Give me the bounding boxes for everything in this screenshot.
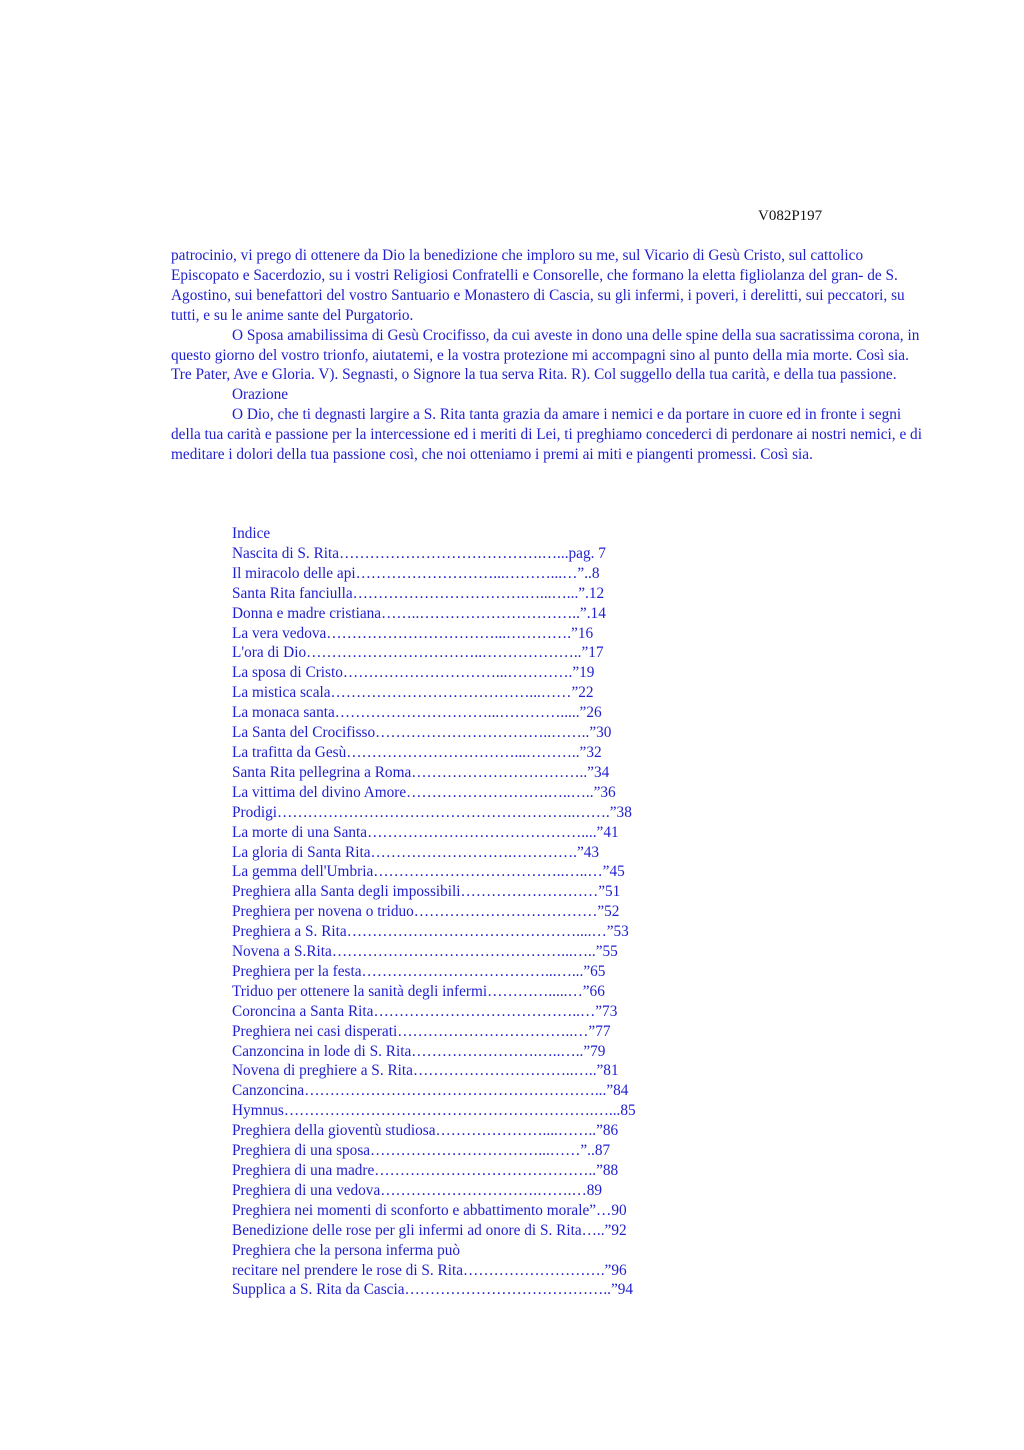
toc-entry: Supplica a S. Rita da Cascia…………………………………..”94 (232, 1281, 634, 1299)
toc-entry: Prodigi…………………………………………………..…….”38 (232, 803, 632, 821)
toc-entry: Preghiera che la persona inferma può (232, 1241, 461, 1259)
toc-entry: Preghiera della gioventù studiosa…………………....……..”86 (232, 1122, 619, 1140)
toc-entry: Triduo per ottenere la sanità degli infermi………….....…”66 (232, 982, 605, 1000)
toc-entry: Coroncina a Santa Rita…………………………………..…”73 (232, 1002, 618, 1020)
toc-entry: La Santa del Crocifisso……………………………..……..”30 (232, 724, 612, 742)
toc-entry: Preghiera per la festa………………………………...…...”65 (232, 962, 606, 980)
toc-entry: Benedizione delle rose per gli infermi ad onore di S. Rita…..”92 (232, 1221, 627, 1239)
toc-entry: La trafitta da Gesù……………………………...………..”32 (232, 743, 602, 761)
toc-entry: Preghiera per novena o triduo………………………………”52 (232, 903, 620, 921)
toc-entry: La sposa di Cristo…………………………...………….”19 (232, 664, 595, 682)
toc-entry: La vera vedova……………………………...………….”16 (232, 624, 594, 642)
toc-title: Indice (232, 525, 271, 542)
toc-entry: La gemma dell'Umbria………………………………..…..…”45 (232, 863, 625, 881)
toc-entry: Canzoncina in lode di S. Rita…………………….…..…..”79 (232, 1042, 606, 1060)
toc-entry: Preghiera di una madre……………………………………..”88 (232, 1162, 619, 1179)
toc-entry: La vittima del divino Amore……………………….…..…..”36 (232, 783, 616, 801)
toc-entry: La monaca santa…………………………...………….....”26 (232, 704, 602, 722)
section-heading-orazione: Orazione (232, 386, 289, 404)
table-of-contents (232, 524, 792, 1300)
toc-entry: Nascita di S. Rita………………………………….…...pag. 7 (232, 544, 606, 562)
toc-entry: La morte di una Santa……………………………………....”41 (232, 823, 619, 841)
toc-entry: Santa Rita fanciulla…………………………….…...…...”.12 (232, 584, 605, 602)
page-identifier: V082P197 (758, 208, 823, 224)
toc-entry: Donna e madre cristiana……..…………………………..”.14 (232, 604, 606, 622)
toc-entry: Preghiera di una sposa……………………………...……”..87 (232, 1142, 611, 1160)
paragraph: O Sposa amabilissima di Gesù Crocifisso, da cui aveste in dono una delle spine della sua sacratissima corona, in questo giorno del vostro trionfo, aiutatemi, e la vostra protezione mi accompagni sino al punto della mia morte. Così sia. Tre Pater, Ave e Gloria. V). Segnasti, o Signore la tua serva Rita. R). Col suggello della tua carità, e della tua passione. (171, 326, 920, 384)
toc-entry: La gloria di Santa Rita……………………….………….”43 (232, 843, 600, 861)
toc-entry: Il miracolo delle api………………………...………...…”..8 (232, 564, 600, 582)
toc-entry: Preghiera a S. Rita………………………………………....…”53 (232, 923, 629, 941)
toc-entry: Novena di preghiere a S. Rita…………………………..…..”81 (232, 1062, 619, 1080)
toc-entry: Preghiera alla Santa degli impossibili………………………”51 (232, 883, 621, 901)
toc-entry: Preghiera di una vedova………………………….…….…89 (232, 1181, 603, 1199)
body-text (171, 246, 931, 465)
toc-entry: Hymnus…………………………………………………….…...85 (232, 1102, 636, 1120)
toc-entry: recitare nel prendere le rose di S. Rita……………………….”96 (232, 1261, 627, 1279)
toc-entry: Novena a S.Rita………………………………………...…..”55 (232, 943, 618, 961)
toc-entry: Preghiera nei momenti di sconforto e abbattimento morale”…90 (232, 1201, 627, 1219)
toc-entry: Preghiera nei casi disperati……………………………..…”77 (232, 1022, 611, 1040)
paragraph: patrocinio, vi prego di ottenere da Dio la benedizione che imploro su me, sul Vicario di Gesù Cristo, sul cattolico Episcopato e Sacerdozio, su i vostri Religiosi Confratelli e Consorelle, che formano la eletta figliolanza del gran- de S. Agostino, sui benefattori del vostro Santuario e Monastero di Cascia, su gli infermi, i poveri, i derelitti, sui peccatori, su tutti, e su le anime sante del Purgatorio. (171, 247, 905, 324)
toc-entry: Santa Rita pellegrina a Roma……………………………..”34 (232, 763, 610, 781)
toc-entry: La mistica scala…………………………………...……”22 (232, 684, 594, 702)
toc-entry: L'ora di Dio……………………………..………………..”17 (232, 644, 604, 662)
toc-entry: Canzoncina…………………………………………………...”84 (232, 1082, 629, 1100)
paragraph: O Dio, che ti degnasti largire a S. Rita tanta grazia da amare i nemici e da portare in cuore ed in fronte i segni della tua carità e passione per la intercessione ed i meriti di Lei, ti preghiamo concederci di perdonare ai nostri nemici, e di meditare i dolori della tua passione così, che noi otteniamo i premi ai miti e piangenti promessi. Così sia. (171, 406, 922, 464)
toc-entries (232, 544, 792, 1300)
